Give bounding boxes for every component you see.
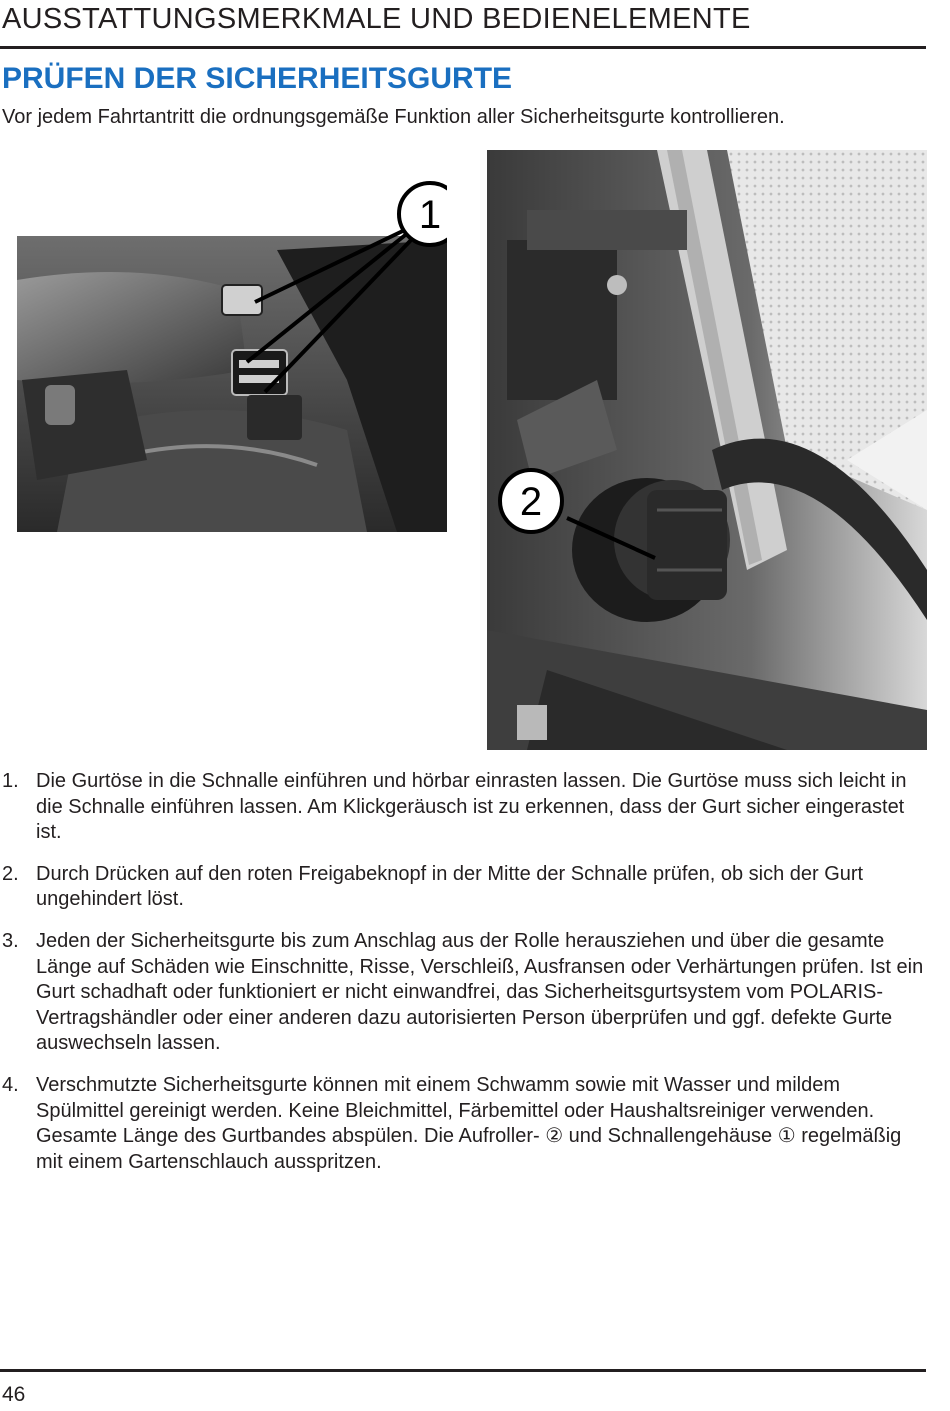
step-number: 4. — [2, 1073, 19, 1096]
callout-2-label: 2 — [519, 480, 543, 524]
list-item — [0, 1073, 930, 1175]
header-title: AUSSTATTUNGSMERKMALE UND BEDIENELEMENTE — [2, 3, 751, 35]
step-text: Die Gurtöse in die Schnalle einführen und hörbar einrasten lassen. Die Gurtöse muss sich leicht in die Schnalle einführen lassen. Am Klickgeräusch ist zu erkennen, dass der Gurt sicher eingerastet ist. — [36, 770, 907, 844]
page-number: 46 — [2, 1383, 26, 1406]
step-text: Jeden der Sicherheitsgurte bis zum Anschlag aus der Rolle herausziehen und über die gesamte Länge auf Schäden wie Einschnitte, Risse, Verschleiß, Ausfransen oder Verhärtungen prüfen. Ist ein Gurt schadhaft oder funktioniert er nicht einwandfrei, das Sicherheitsgurtsystem vom POLARIS-Vertragshändler oder einer anderen dazu autorisierten Person überprüfen und ggf. defekte Gurte auswechseln lassen. — [36, 929, 924, 1055]
seat-belt-retractor-photo — [487, 150, 927, 750]
step-text: Durch Drücken auf den roten Freigabeknopf in der Mitte der Schnalle prüfen, ob sich der Gurt ungehindert löst. — [36, 862, 864, 911]
callout-1-label: 1 — [418, 193, 442, 237]
step-number: 1. — [2, 770, 19, 792]
intro-text: Vor jedem Fahrtantritt die ordnungsgemäße Funktion aller Sicherheitsgurte kontrollieren. — [2, 106, 785, 128]
step-text: Verschmutzte Sicherheitsgurte können mit einem Schwamm sowie mit Wasser und mildem Spülmittel gereinigt werden. Keine Bleichmittel, Färbemittel oder Haushaltsreiniger verwenden. Gesamte Länge des Gurtbandes abspülen. Die Aufroller- ② und Schnallengehäuse ① regelmäßig mit einem Gartenschlauch ausspritzen. — [36, 1073, 902, 1173]
page-header — [0, 0, 926, 49]
section-title: PRÜFEN DER SICHERHEITSGURTE — [2, 62, 513, 95]
step-number: 2. — [2, 862, 19, 885]
step-number: 3. — [2, 929, 19, 952]
list-item — [0, 769, 930, 846]
instruction-list — [0, 769, 930, 1191]
list-item — [0, 929, 930, 1057]
seat-belt-buckle-photo — [17, 180, 447, 532]
footer-divider — [0, 1369, 926, 1372]
list-item — [0, 862, 930, 913]
